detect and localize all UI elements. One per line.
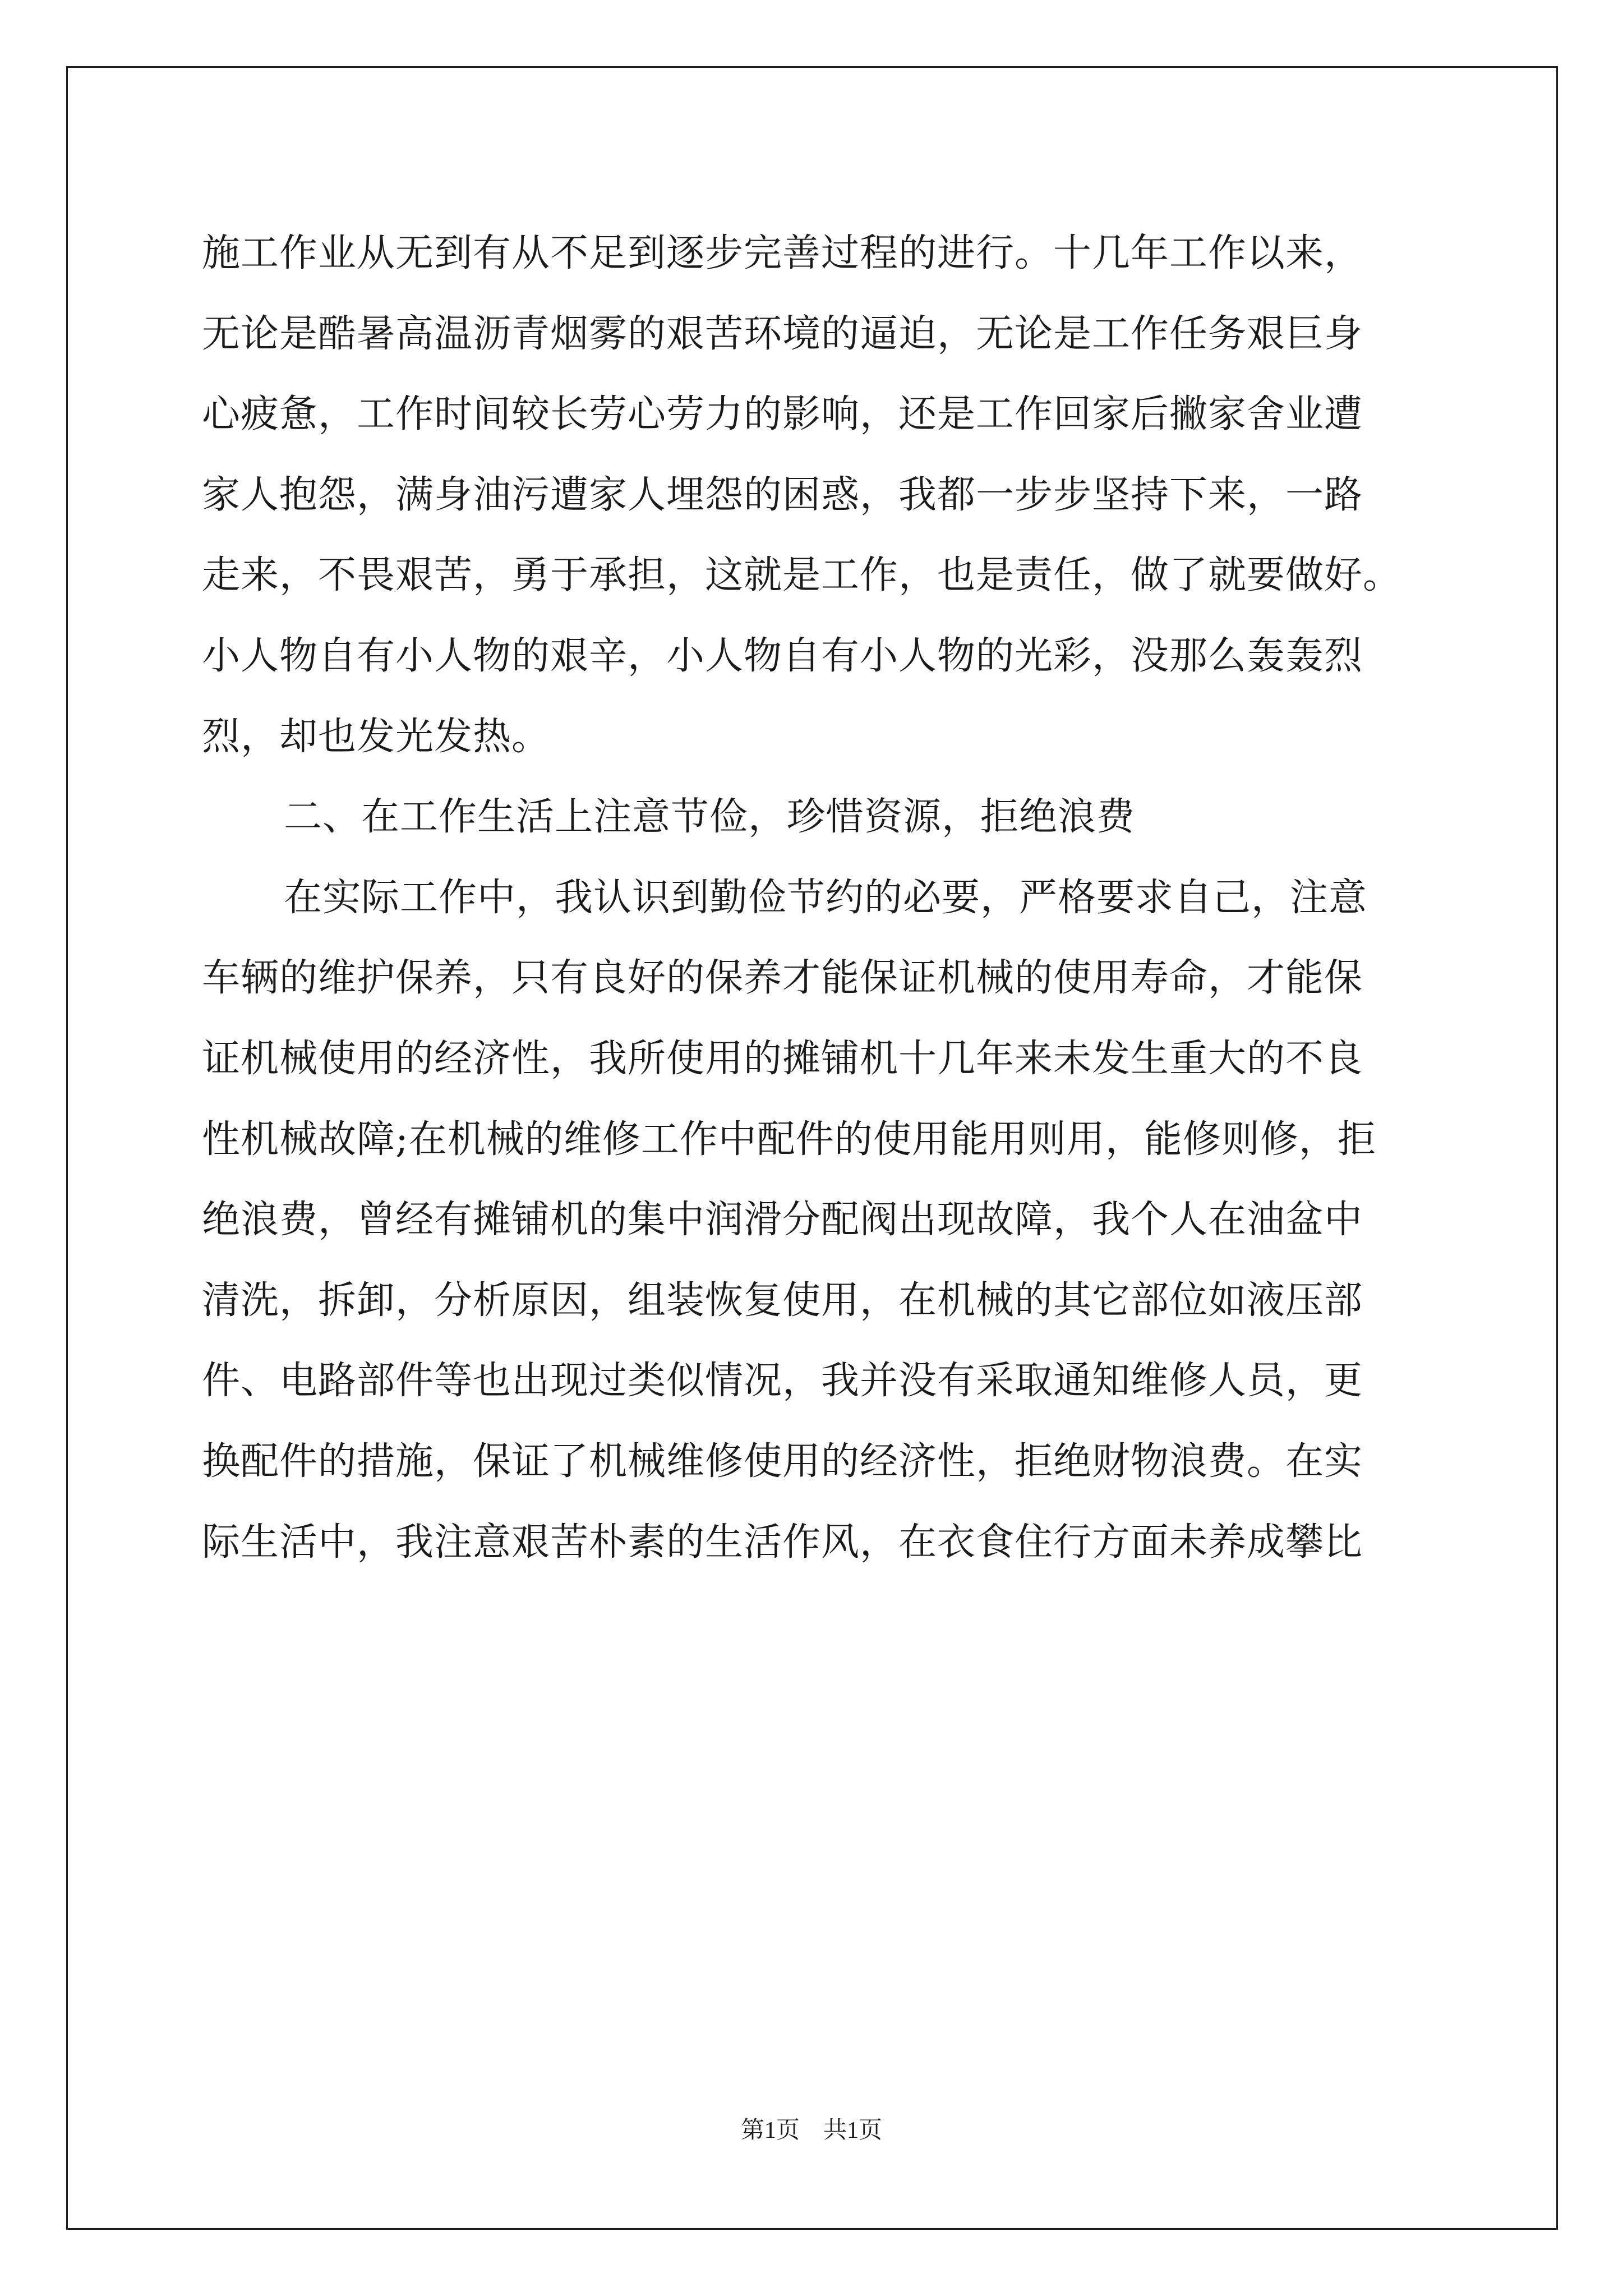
text-line: 车辆的维护保养，只有良好的保养才能保证机械的使用寿命，才能保	[202, 956, 1363, 1001]
text-line: 性机械故障;在机械的维修工作中配件的使用能用则用，能修则修，拒	[202, 1117, 1376, 1162]
section-heading: 二、在工作生活上注意节俭，珍惜资源，拒绝浪费	[284, 795, 1136, 840]
text-line: 家人抱怨，满身油污遭家人埋怨的困惑，我都一步步坚持下来，一路	[202, 472, 1363, 517]
text-line: 烈，却也发光发热。	[202, 714, 551, 759]
text-line: 绝浪费，曾经有摊铺机的集中润滑分配阀出现故障，我个人在油盆中	[202, 1198, 1363, 1243]
text-line: 走来，不畏艰苦，勇于承担，这就是工作，也是责任，做了就要做好。	[202, 553, 1402, 598]
text-line: 心疲惫，工作时间较长劳心劳力的影响，还是工作回家后撇家舍业遭	[202, 392, 1363, 437]
page-number: 第1页	[740, 2118, 800, 2143]
text-line: 清洗，拆卸，分析原因，组装恢复使用，在机械的其它部位如液压部	[202, 1278, 1363, 1323]
text-line: 证机械使用的经济性，我所使用的摊铺机十几年来未发生重大的不良	[202, 1036, 1363, 1081]
page-total: 共1页	[823, 2118, 883, 2143]
text-line: 施工作业从无到有从不足到逐步完善过程的进行。十几年工作以来，	[202, 231, 1363, 275]
text-line: 无论是酷暑高温沥青烟雾的艰苦环境的逼迫，无论是工作任务艰巨身	[202, 311, 1363, 356]
text-line: 际生活中，我注意艰苦朴素的生活作风，在衣食住行方面未养成攀比	[202, 1520, 1363, 1565]
text-line: 换配件的措施，保证了机械维修使用的经济性，拒绝财物浪费。在实	[202, 1439, 1363, 1484]
text-line: 小人物自有小人物的艰辛，小人物自有小人物的光彩，没那么轰轰烈	[202, 633, 1363, 678]
text-line: 件、电路部件等也出现过类似情况，我并没有采取通知维修人员，更	[202, 1359, 1363, 1404]
document-body	[202, 213, 1430, 1582]
page-footer	[0, 2114, 1623, 2147]
text-line: 在实际工作中，我认识到勤俭节约的必要，严格要求自己，注意	[284, 875, 1368, 920]
